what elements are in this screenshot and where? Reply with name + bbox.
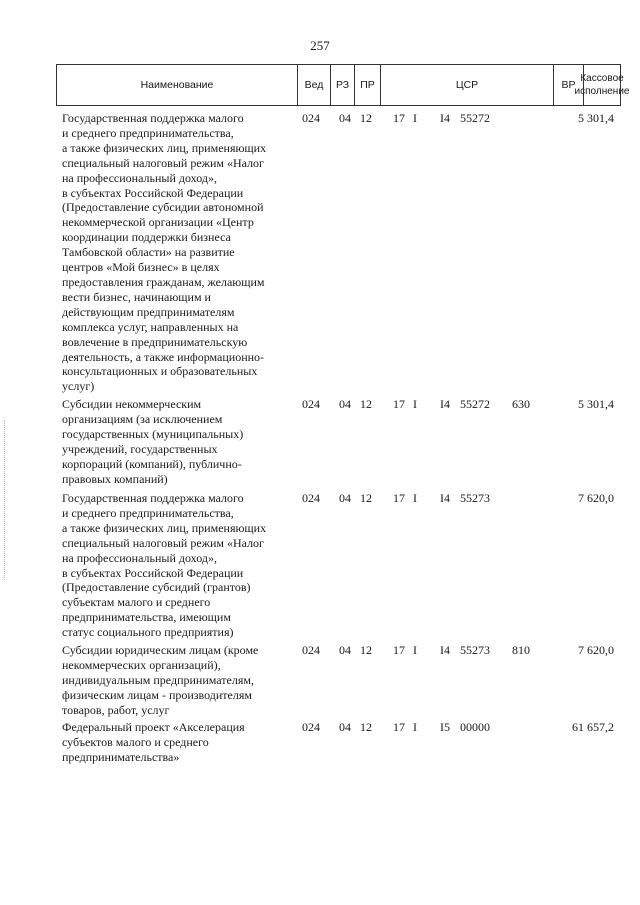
row-csr-type: I	[413, 111, 417, 125]
row-name: Субсидии некоммерческим организациям (за исключением государственных (муниципальных) учреждений, государственных корпораций (компаний), публично- правовых компаний)	[62, 397, 244, 486]
row-csr-direction: 55273	[460, 491, 490, 505]
row-csr-program: 17	[393, 720, 405, 734]
row-vr: 630	[512, 397, 530, 411]
header-csr: ЦСР	[380, 65, 553, 105]
row-ved: 024	[302, 111, 320, 125]
row-csr-project: I5	[440, 720, 450, 734]
row-pr: 12	[360, 491, 372, 505]
row-ved: 024	[302, 720, 320, 734]
row-csr-direction: 55273	[460, 643, 490, 657]
header-pr: ПР	[354, 65, 380, 105]
row-csr-direction: 55272	[460, 397, 490, 411]
row-csr-project: I4	[440, 491, 450, 505]
row-csr-direction: 55272	[460, 111, 490, 125]
header-name: Наименование	[140, 78, 214, 91]
row-ved: 024	[302, 491, 320, 505]
row-csr-program: 17	[393, 111, 405, 125]
row-name: Субсидии юридическим лицам (кроме некоммерческих организаций), индивидуальным предпринимателям, физическим лицам - производителям товаров, работ, услуг	[62, 643, 259, 717]
row-csr-project: I4	[440, 397, 450, 411]
row-rz: 04	[339, 397, 351, 411]
row-amount: 7 620,0	[578, 643, 614, 657]
header-amount: Кассовое исполнение	[583, 65, 620, 105]
row-ved: 024	[302, 397, 320, 411]
table-header	[56, 64, 630, 106]
row-csr-direction: 00000	[460, 720, 490, 734]
header-ved: Вед	[297, 65, 330, 105]
row-csr-type: I	[413, 397, 417, 411]
row-pr: 12	[360, 720, 372, 734]
row-csr-type: I	[413, 720, 417, 734]
page-number: 257	[310, 38, 330, 53]
row-name: Государственная поддержка малого и среднего предпринимательства, а также физических лиц, применяющих специальный налоговый режим «Налог на профессиональный доход», в субъектах Российской Федерации (Предоставление субсидии автономной некоммерческой организации «Центр координации поддержки бизнеса Тамбовской области» на развитие центров «Мой бизнес» в целях предоставления гражданам, желающим вести бизнес, начинающим и действующим предпринимателям комплекса услуг, направленных на вовлечение в предпринимательскую деятельность, а также информационно- консультационных и образовательных услуг)	[62, 111, 267, 394]
row-amount: 61 657,2	[572, 720, 614, 734]
row-ved: 024	[302, 643, 320, 657]
row-amount: 7 620,0	[578, 491, 614, 505]
row-csr-project: I4	[440, 111, 450, 125]
row-pr: 12	[360, 397, 372, 411]
row-pr: 12	[360, 111, 372, 125]
header-rz: РЗ	[330, 65, 354, 105]
row-name: Государственная поддержка малого и среднего предпринимательства, а также физических лиц, применяющих специальный налоговый режим «Налог на профессиональный доход», в субъектах Российской Федерации (Предоставление субсидий (грантов) субъектам малого и среднего предпринимательства, имеющим статус социального предприятия)	[62, 491, 267, 640]
row-rz: 04	[339, 111, 351, 125]
row-amount: 5 301,4	[578, 111, 614, 125]
row-csr-program: 17	[393, 491, 405, 505]
row-rz: 04	[339, 643, 351, 657]
row-amount: 5 301,4	[578, 397, 614, 411]
row-csr-program: 17	[393, 643, 405, 657]
row-vr: 810	[512, 643, 530, 657]
row-pr: 12	[360, 643, 372, 657]
row-name: Федеральный проект «Акселерация субъектов малого и среднего предпринимательства»	[62, 720, 245, 764]
header-vr: ВР	[553, 65, 583, 105]
row-csr-type: I	[413, 643, 417, 657]
scan-margin-marks	[4, 420, 9, 580]
row-rz: 04	[339, 491, 351, 505]
row-csr-project: I4	[440, 643, 450, 657]
row-csr-program: 17	[393, 397, 405, 411]
row-rz: 04	[339, 720, 351, 734]
row-csr-type: I	[413, 491, 417, 505]
